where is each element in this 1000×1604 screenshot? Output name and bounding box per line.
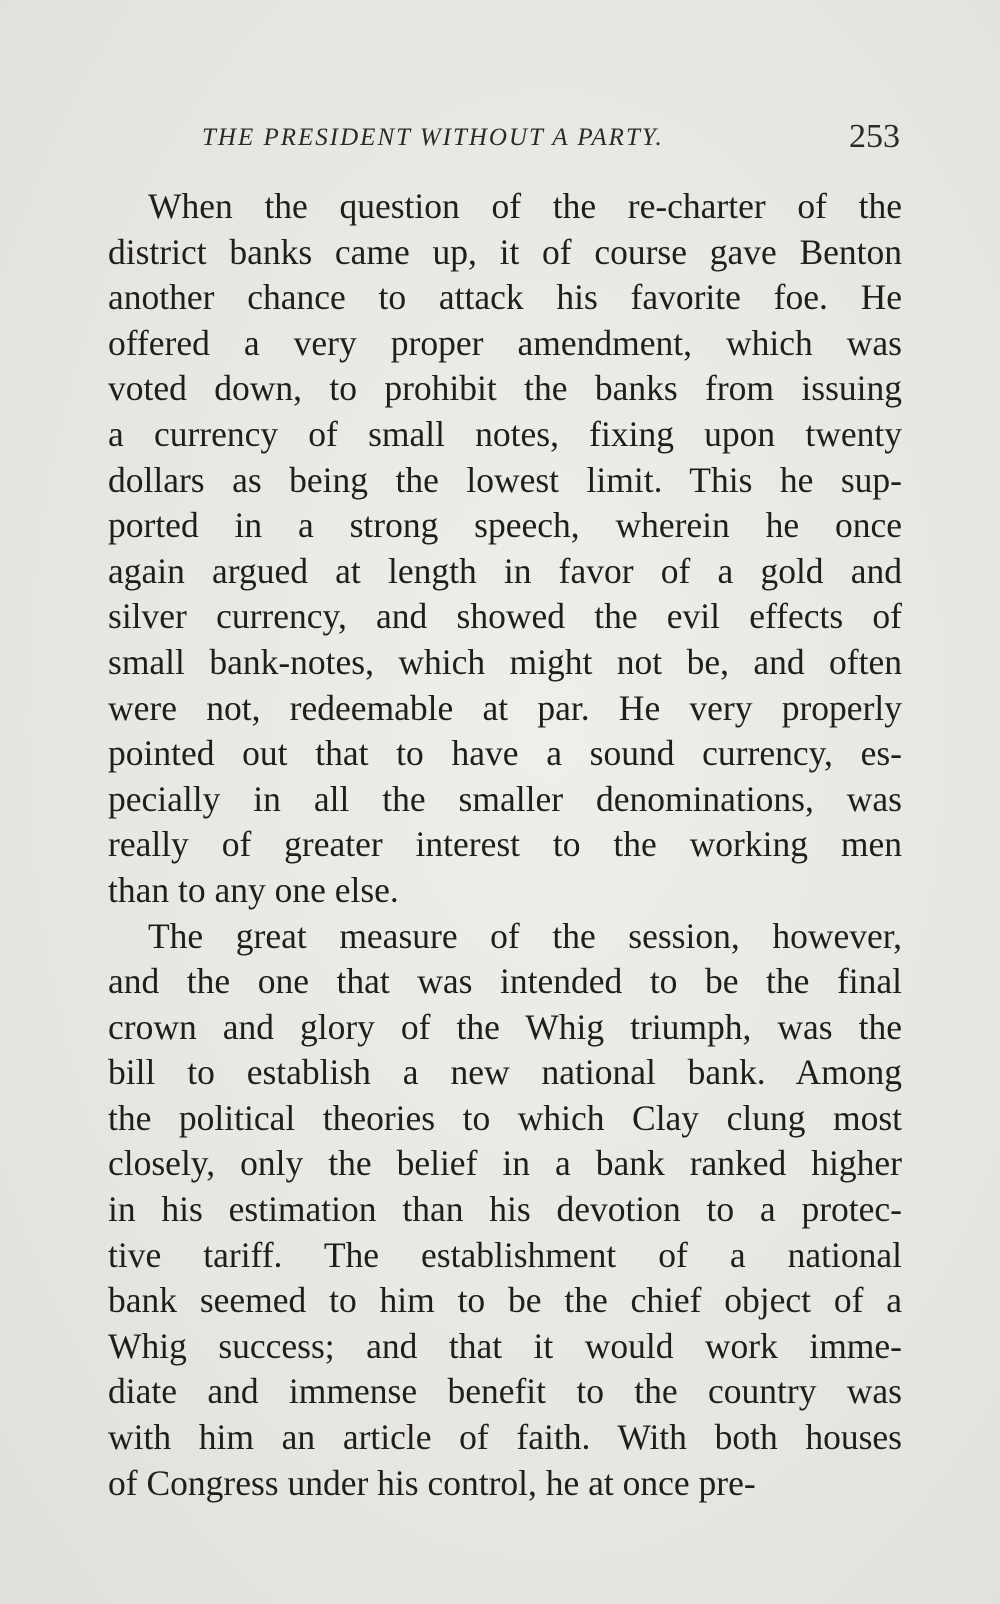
text-line: small bank-notes, which might not be, and often <box>108 641 902 682</box>
text-line: of Congress under his control, he at once pre- <box>108 1462 756 1503</box>
text-line: really of greater interest to the working men <box>108 824 902 865</box>
running-title: THE PRESIDENT WITHOUT A PARTY. <box>202 124 664 151</box>
paragraph-2 <box>108 914 902 1507</box>
text-line: and the one that was intended to be the final <box>108 961 902 1002</box>
paragraph-1 <box>108 184 902 914</box>
text-line: Whig success; and that it would work imme- <box>108 1325 902 1366</box>
text-line: diate and immense benefit to the country was <box>108 1371 902 1412</box>
text-line: crown and glory of the Whig triumph, was the <box>108 1006 902 1047</box>
body-text <box>108 184 902 1506</box>
text-line: bill to establish a new national bank. Among <box>108 1052 902 1093</box>
running-head <box>108 116 900 160</box>
text-line: the political theories to which Clay clung most <box>108 1097 902 1138</box>
text-line: another chance to attack his favorite foe. He <box>108 277 902 318</box>
text-line: a currency of small notes, fixing upon twenty <box>108 413 902 454</box>
text-line: than to any one else. <box>108 869 399 910</box>
text-line: pointed out that to have a sound currency, es- <box>108 733 902 774</box>
text-line: silver currency, and showed the evil effects of <box>108 596 902 637</box>
text-line: When the question of the re-charter of the <box>148 186 902 226</box>
text-line: tive tariff. The establishment of a national <box>108 1234 902 1275</box>
text-line: offered a very proper amendment, which was <box>108 322 902 363</box>
text-line: in his estimation than his devotion to a protec- <box>108 1189 902 1230</box>
text-line: dollars as being the lowest limit. This he sup- <box>108 459 902 500</box>
text-line: pecially in all the smaller denominations, was <box>108 778 902 819</box>
text-line: closely, only the belief in a bank ranked higher <box>108 1143 902 1184</box>
text-line: with him an article of faith. With both houses <box>108 1417 902 1458</box>
text-line: bank seemed to him to be the chief object of a <box>108 1280 902 1321</box>
text-line: again argued at length in favor of a gold and <box>108 550 902 591</box>
text-line: voted down, to prohibit the banks from issuing <box>108 368 902 409</box>
text-line: were not, redeemable at par. He very properly <box>108 687 902 728</box>
text-line: The great measure of the session, however, <box>148 915 902 956</box>
text-line: ported in a strong speech, wherein he once <box>108 505 902 546</box>
text-line: district banks came up, it of course gave Benton <box>108 231 902 272</box>
page-number: 253 <box>849 118 900 155</box>
